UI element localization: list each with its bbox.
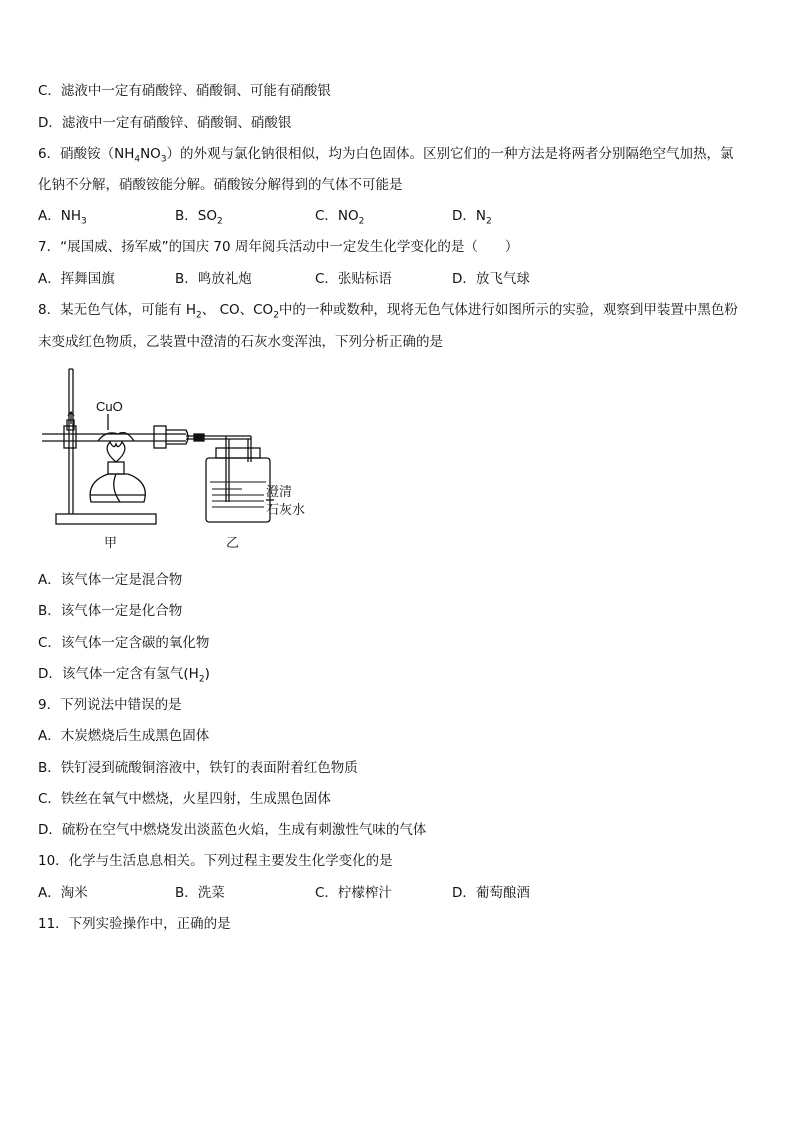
subscript: 2 xyxy=(196,310,202,321)
option-text: B．SO xyxy=(175,208,217,224)
q7-option-d: D．放飞气球 xyxy=(452,271,530,287)
q7-option-c: C．张贴标语 xyxy=(315,271,392,287)
q6-option-a xyxy=(38,207,87,225)
q6-stem-text: NO xyxy=(140,146,161,162)
q6-stem-text: ）的外观与氯化钠很相似，均为白色固体。区别它们的一种方法是将两者分别隔绝空气加热，氯 xyxy=(166,146,734,162)
q8-stem-line1 xyxy=(38,301,738,319)
q8-stem-text: 8．某无色气体，可能有 H xyxy=(38,302,197,318)
q10-option-b: B．洗菜 xyxy=(175,885,225,901)
q11-stem: 11．下列实验操作中，正确的是 xyxy=(38,916,231,932)
subscript: 2 xyxy=(486,216,492,227)
q6-option-b xyxy=(175,207,223,225)
q8-stem-text: 、 CO、CO xyxy=(201,302,274,318)
q10-option-c: C．柠檬榨汁 xyxy=(315,885,392,901)
q5-option-c: C．滤液中一定有硝酸锌、硝酸铜、可能有硝酸银 xyxy=(38,83,331,99)
limewater-label-line2: 石灰水 xyxy=(266,502,306,517)
q5-option-d: D．滤液中一定有硝酸锌、硝酸铜、硝酸银 xyxy=(38,115,292,131)
option-text: D．N xyxy=(452,208,486,224)
cuo-label: CuO xyxy=(96,399,123,414)
subscript: 3 xyxy=(81,216,87,227)
stand-base xyxy=(56,514,156,524)
q10-option-a: A．淘米 xyxy=(38,885,88,901)
q6-stem-text: 6．硝酸铵（NH xyxy=(38,146,135,162)
q10-option-d: D．葡萄酿酒 xyxy=(452,885,530,901)
subscript: 2 xyxy=(358,216,365,227)
subscript: 2 xyxy=(198,674,205,685)
q8-stem-text: 中的一种或数种，现将无色气体进行如图所示的实验，观察到甲装置中黑色粉 xyxy=(278,302,738,318)
q6-stem-line1 xyxy=(38,145,734,163)
q8-option-c: C．该气体一定含碳的氧化物 xyxy=(38,635,210,651)
subscript: 4 xyxy=(134,154,141,165)
experiment-apparatus-diagram xyxy=(36,362,336,557)
q6-option-c xyxy=(315,207,364,225)
apparatus-b-label: 乙 xyxy=(226,535,240,550)
option-text: A．NH xyxy=(38,208,81,224)
q6-stem-line2: 化钠不分解，硝酸铵能分解。硝酸铵分解得到的气体不可能是 xyxy=(38,177,403,193)
option-text: ) xyxy=(204,666,210,682)
q9-stem: 9．下列说法中错误的是 xyxy=(38,697,182,713)
q8-option-a: A．该气体一定是混合物 xyxy=(38,572,183,588)
q8-option-b: B．该气体一定是化合物 xyxy=(38,603,183,619)
option-text: D．该气体一定含有氢气(H xyxy=(38,666,199,682)
q7-stem: 7．“展国威、扬军威”的国庆 70 周年阅兵活动中一定发生化学变化的是（ ） xyxy=(38,239,519,255)
apparatus-a-label: 甲 xyxy=(104,535,118,550)
q9-option-b: B．铁钉浸到硫酸铜溶液中，铁钉的表面附着红色物质 xyxy=(38,760,358,776)
q9-option-a: A．木炭燃烧后生成黑色固体 xyxy=(38,728,210,744)
q7-option-b: B．鸣放礼炮 xyxy=(175,271,252,287)
q9-option-d: D．硫粉在空气中燃烧发出淡蓝色火焰，生成有刺激性气味的气体 xyxy=(38,822,427,838)
q6-option-d xyxy=(452,207,492,225)
gas-washing-bottle xyxy=(206,458,270,522)
option-text: C．NO xyxy=(315,208,359,224)
flame-icon xyxy=(107,442,125,462)
subscript: 2 xyxy=(273,310,279,321)
q9-option-c: C．铁丝在氧气中燃烧，火星四射，生成黑色固体 xyxy=(38,791,331,807)
subscript: 2 xyxy=(216,216,223,227)
q8-stem-line2: 末变成红色物质，乙装置中澄清的石灰水变浑浊，下列分析正确的是 xyxy=(38,334,443,350)
limewater-label-line1: 澄清 xyxy=(266,484,293,499)
q7-option-a: A．挥舞国旗 xyxy=(38,271,115,287)
q10-stem: 10．化学与生活息息相关。下列过程主要发生化学变化的是 xyxy=(38,853,393,869)
subscript: 3 xyxy=(160,154,167,165)
q8-option-d xyxy=(38,665,210,683)
